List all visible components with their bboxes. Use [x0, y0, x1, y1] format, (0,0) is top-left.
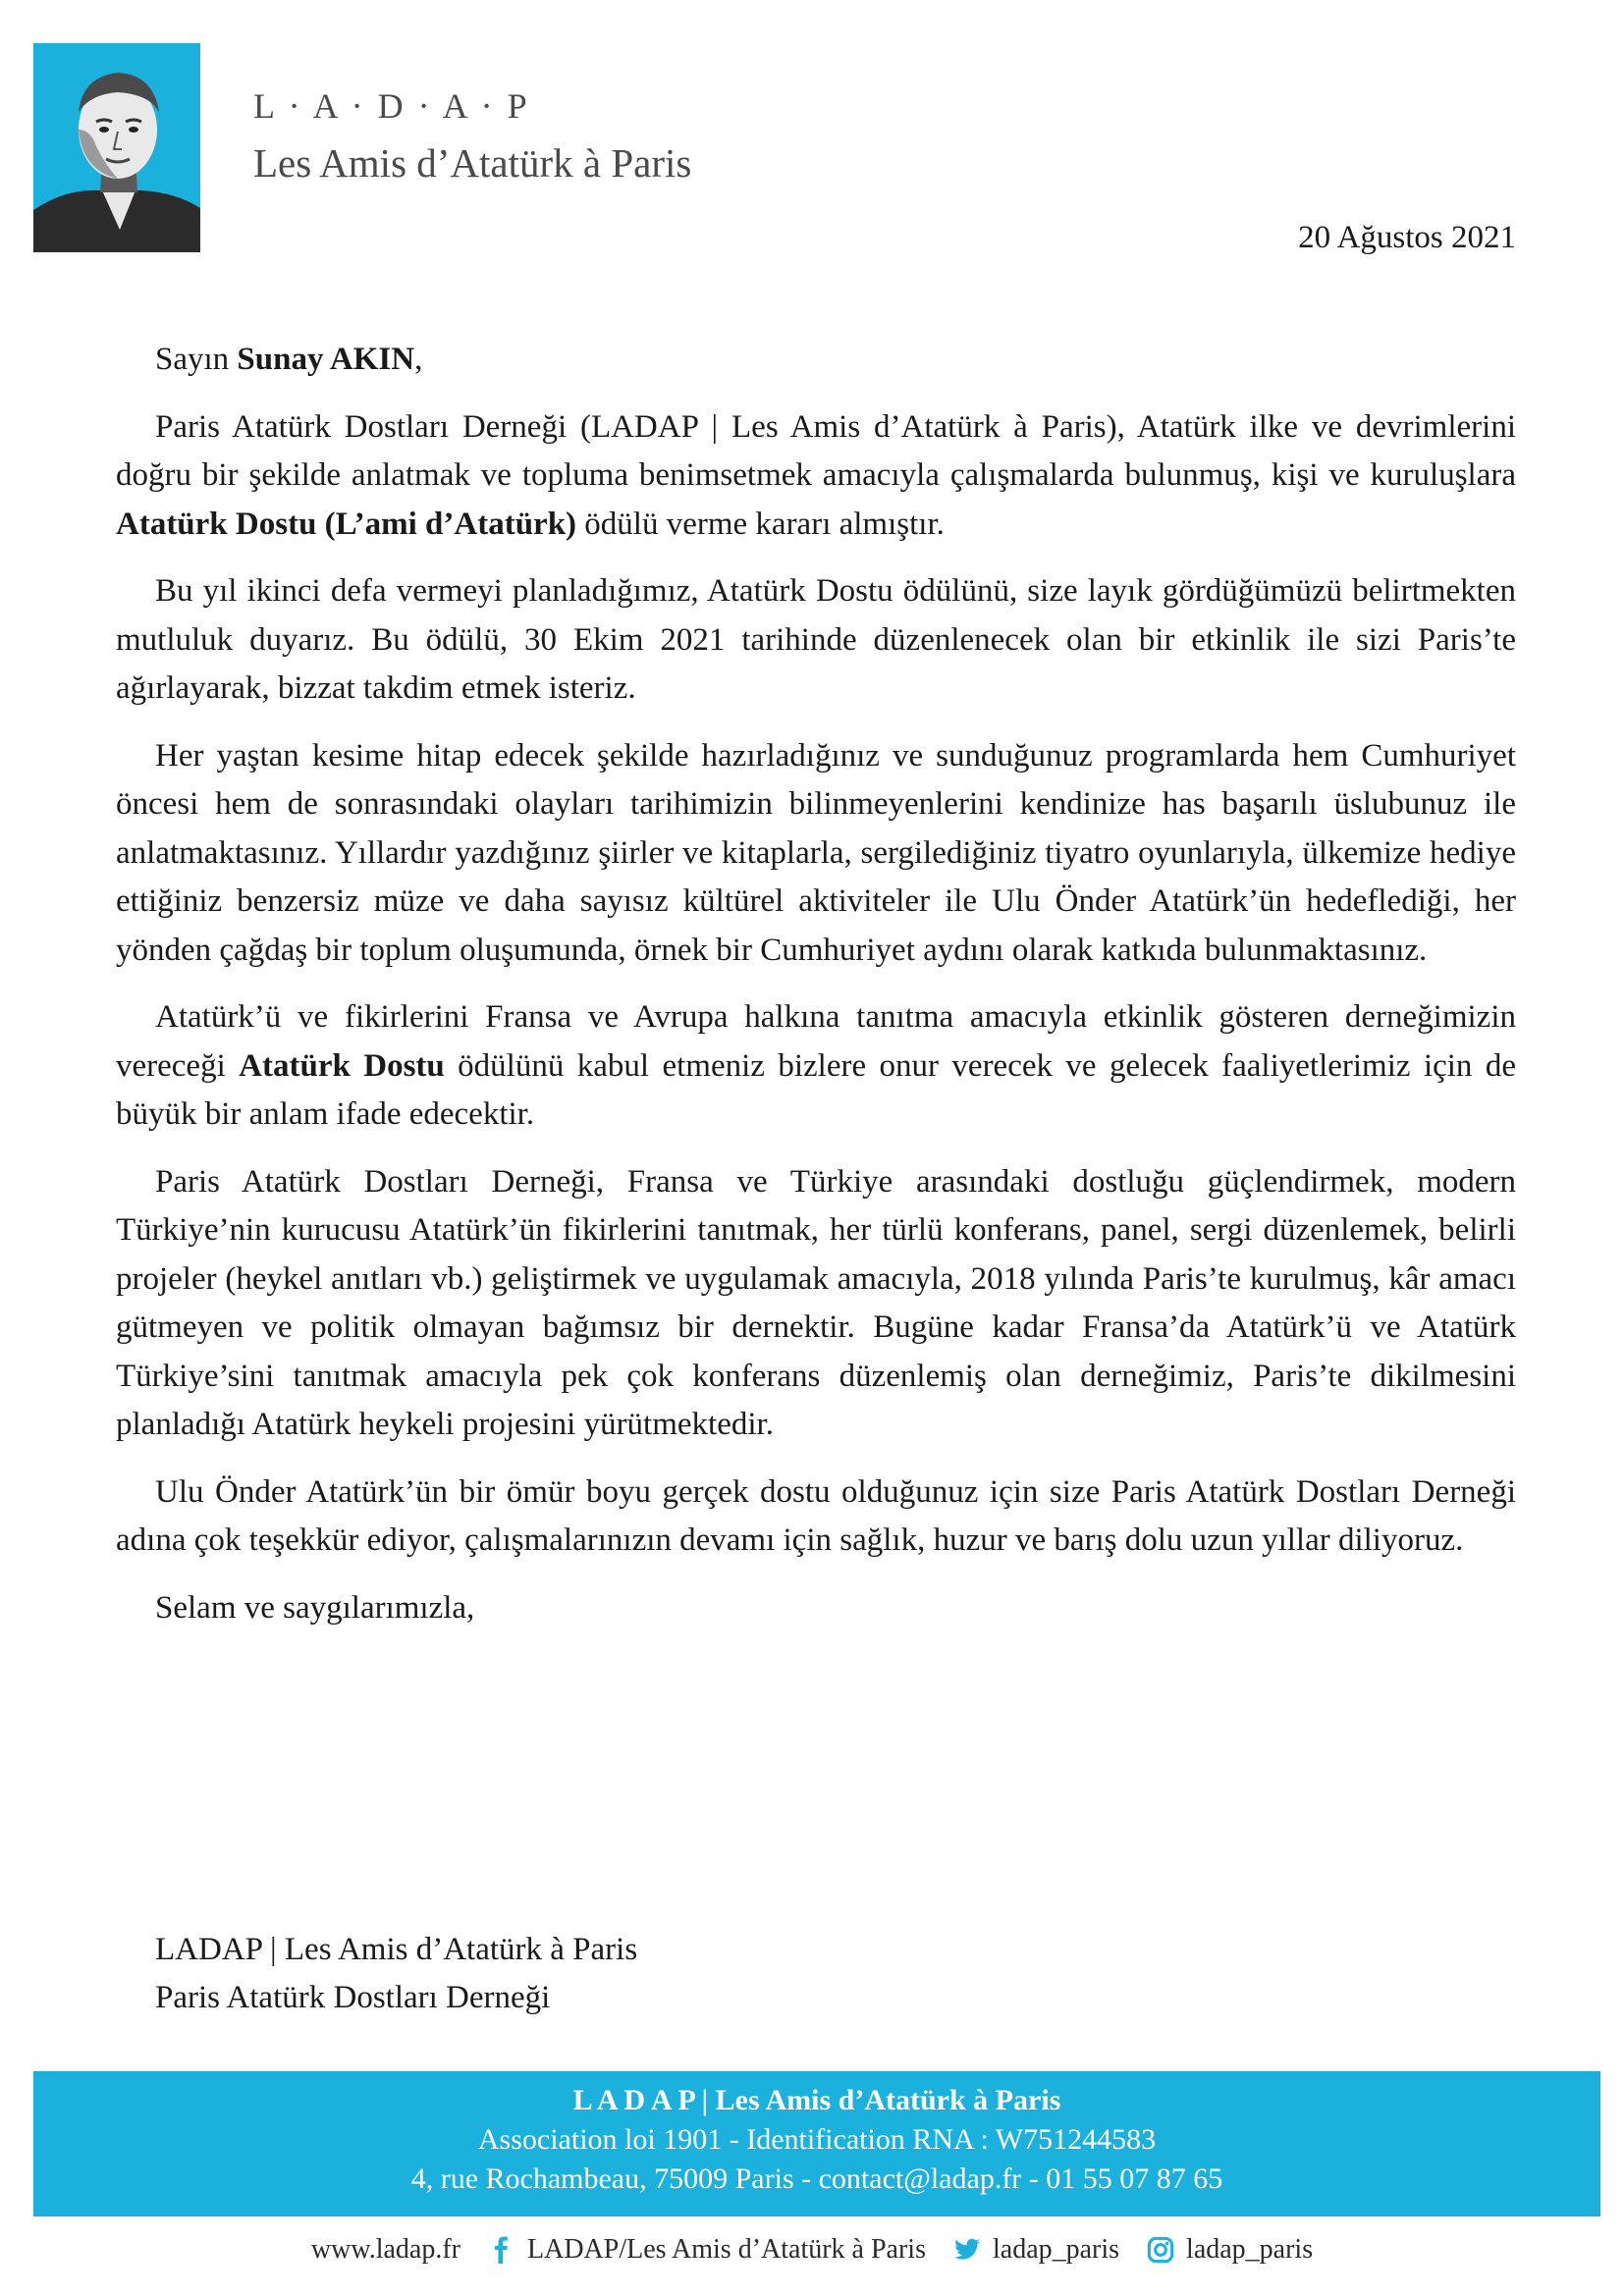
letter-body: [116, 336, 1516, 1632]
footer-title: L A D A P | Les Amis d’Atatürk à Paris: [572, 2084, 1061, 2116]
closing: Selam ve saygılarımızla,: [155, 1589, 475, 1626]
footer-association: Association loi 1901 - Identification RNA : W751244583: [477, 2123, 1157, 2156]
signature-line-1: LADAP | Les Amis d’Atatürk à Paris: [155, 1932, 638, 1967]
salutation-prefix: Sayın: [155, 342, 238, 377]
paragraph-4: [116, 993, 1516, 1140]
paragraph-6: Ulu Önder Atatürk’ün bir ömür boyu gerçek dostu olduğunuz için size Paris Atatürk Dostları Derneği adına çok teşekkür ediyor, çalışmalarınızın devamı için sağlık, huzur ve barış dolu uzun yıllar diliyoruz.: [116, 1473, 1516, 1558]
website-link[interactable]: [311, 2234, 460, 2266]
portrait-image: [33, 43, 200, 252]
footer-band: [33, 2071, 1600, 2216]
twitter-icon: [953, 2236, 981, 2264]
facebook-label: LADAP/Les Amis d’Atatürk à Paris: [527, 2234, 926, 2265]
paragraph-1-part-a: Paris Atatürk Dostları Derneği (LADAP | Les Amis d’Atatürk à Paris), Atatürk ilke ve devrimlerini doğru bir şekilde anlatmak ve topluma benimsetmek amacıyla çalışmalarda bulunmuş, kişi ve kuruluşlara: [116, 408, 1516, 493]
recipient-name: Sunay AKIN: [237, 342, 415, 377]
facebook-icon: [488, 2236, 515, 2264]
social-row: [0, 2230, 1624, 2269]
paragraph-2: Bu yıl ikinci defa vermeyi planladığımız, Atatürk Dostu ödülünü, size layık gördüğümüzü belirtmekten mutluluk duyarız. Bu ödülü, 30 Ekim 2021 tarihinde düzenlenecek olan bir etkinlik ile sizi Paris’te ağırlayarak, bizzat takdim etmek isteriz.: [116, 573, 1516, 706]
paragraph-4-part-b: ödülünü kabul etmeniz bizlere onur verecek ve gelecek faaliyetlerimiz için de büyük bir anlam ifade edecektir.: [116, 1047, 1516, 1132]
paragraph-5: Paris Atatürk Dostları Derneği, Fransa ve Türkiye arasındaki dostluğu güçlendirmek, modern Türkiye’nin kurucusu Atatürk’ün fikirlerini tanıtmak, her türlü konferans, panel, sergi düzenlemek, belirli projeler (heykel anıtları vb.) geliştirmek ve uygulamak amacıyla, 2018 yılında Paris’te kurulmuş, kâr amacı gütmeyen ve politik olmayan bağımsız bir dernektir. Bugüne kadar Fransa’da Atatürk’ü ve Atatürk Türkiye’sini tanıtmak amacıyla pek çok konferans düzenlemiş olan derneğimiz, Paris’te dikilmesini planladığı Atatürk heykeli projesini yürütmektedir.: [116, 1163, 1516, 1442]
salutation: [155, 336, 1516, 385]
facebook-link[interactable]: [488, 2234, 926, 2266]
award-name-short: Atatürk Dostu: [239, 1047, 445, 1084]
twitter-link[interactable]: [953, 2234, 1119, 2266]
twitter-label: ladap_paris: [992, 2234, 1120, 2265]
award-name: Atatürk Dostu (L’ami d’Atatürk): [116, 506, 577, 542]
brand-letters: L · A · D · A · P: [253, 86, 530, 126]
brand-block: [253, 84, 691, 192]
salutation-comma: ,: [414, 342, 423, 377]
instagram-link[interactable]: [1147, 2234, 1313, 2266]
paragraph-1-part-b: ödülü verme kararı almıştır.: [576, 506, 945, 542]
instagram-label: ladap_paris: [1186, 2234, 1314, 2265]
letter-date: 20 Ağustos 2021: [1298, 220, 1516, 255]
paragraph-1: [116, 403, 1516, 550]
portrait-logo: [33, 43, 200, 252]
signature-line-2: Paris Atatürk Dostları Derneği: [155, 1980, 551, 2015]
website-label: www.ladap.fr: [310, 2234, 461, 2265]
footer-address: 4, rue Rochambeau, 75009 Paris - contact@ladap.fr - 01 55 07 87 65: [410, 2163, 1223, 2195]
paragraph-4-part-a: Atatürk’ü ve fikirlerini Fransa ve Avrupa halkına tanıtma amacıyla etkinlik gösteren derneğimizin vereceği: [116, 999, 1516, 1084]
instagram-icon: [1147, 2236, 1174, 2264]
signature-block: [155, 1926, 637, 2022]
brand-name: Les Amis d’Atatürk à Paris: [253, 140, 692, 186]
paragraph-3: Her yaştan kesime hitap edecek şekilde hazırladığınız ve sunduğunuz programlarda hem Cumhuriyet öncesi hem de sonrasındaki olayları tarihimizin bilinmeyenlerini kendinize has başarılı üslubunuz ile anlatmaktasınız. Yıllardır yazdığınız şiirler ve kitaplarla, sergilediğiniz tiyatro oyunlarıyla, ülkemize hediye ettiğiniz benzersiz müze ve daha sayısız kültürel aktiviteler ile Ulu Önder Atatürk’ün hedeflediği, her yönden çağdaş bir toplum oluşumunda, örnek bir Cumhuriyet aydını olarak katkıda bulunmaktasınız.: [116, 737, 1516, 968]
